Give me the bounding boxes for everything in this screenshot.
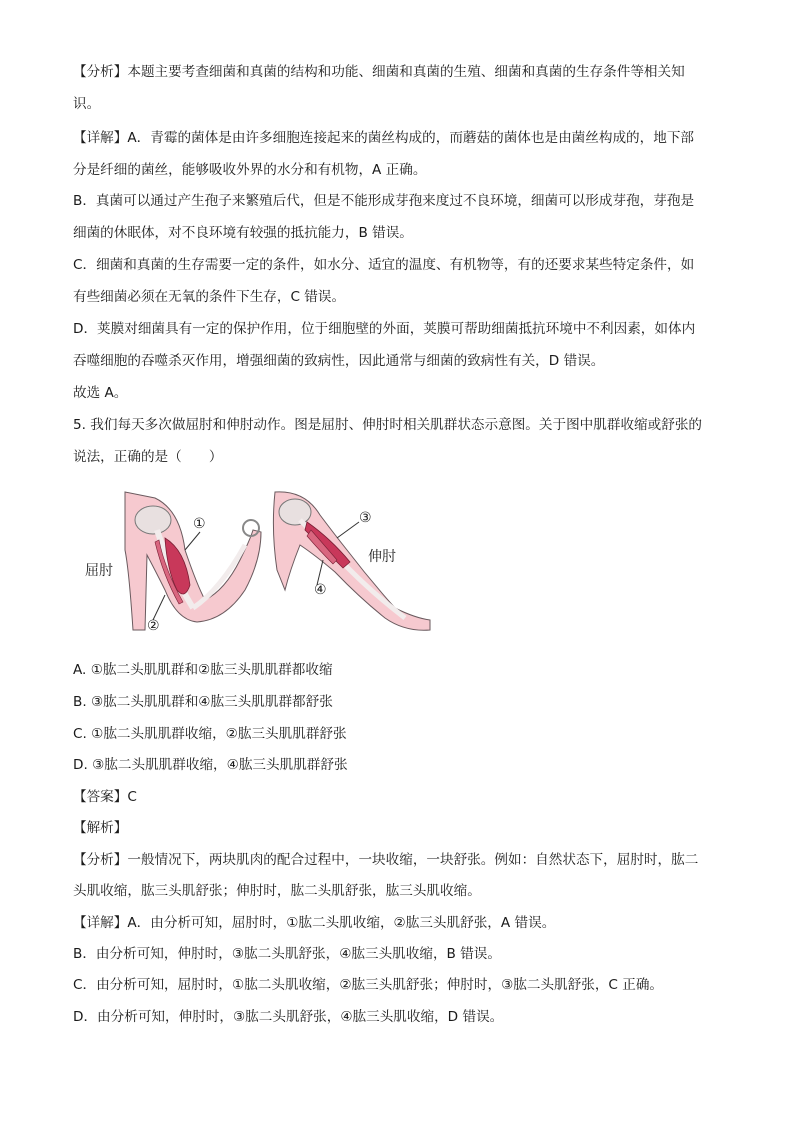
option-a: A. ①肱二头肌肌群和②肱三头肌肌群都收缩 bbox=[73, 662, 333, 678]
extended-arm bbox=[273, 492, 430, 630]
option-b: B. ③肱二头肌肌群和④肱三头肌肌群都舒张 bbox=[73, 694, 333, 710]
q4-detail-d-line-1: D．荚膜对细菌具有一定的保护作用，位于细胞壁的外面，荚膜可帮助细菌抵抗环境中不利因素，如体内 bbox=[73, 321, 696, 337]
q4-detail-b-line-2: 细菌的休眠体，对不良环境有较强的抵抗能力，B 错误。 bbox=[73, 225, 413, 241]
q5-stem-line-1: 5. 我们每天多次做屈肘和伸肘动作。图是屈肘、伸肘时相关肌群状态示意图。关于图中肌群收缩或舒张的 bbox=[73, 417, 703, 433]
mark-1: ① bbox=[193, 516, 206, 532]
q4-detail-b-line-1: B．真菌可以通过产生孢子来繁殖后代，但是不能形成芽孢来度过不良环境，细菌可以形成芽孢，芽孢是 bbox=[73, 193, 695, 209]
q4-detail-a-line-1: 【详解】A．青霉的菌体是由许多细胞连接起来的菌丝构成的，而蘑菇的菌体也是由菌丝构成的，地下部 bbox=[73, 130, 695, 146]
mark-3: ③ bbox=[359, 510, 372, 526]
q5-analysis-line-2: 头肌收缩，肱三头肌舒张；伸肘时，肱二头肌舒张，肱三头肌收缩。 bbox=[73, 883, 481, 899]
q4-detail-c-line-2: 有些细菌必须在无氧的条件下生存，C 错误。 bbox=[73, 289, 346, 305]
q5-stem-line-2: 说法，正确的是（ ） bbox=[73, 449, 223, 465]
q5-detail-b: B．由分析可知，伸肘时，③肱二头肌舒张，④肱三头肌收缩，B 错误。 bbox=[73, 946, 501, 962]
mark-4: ④ bbox=[314, 582, 327, 598]
option-c: C. ①肱二头肌肌群收缩，②肱三头肌肌群舒张 bbox=[73, 726, 347, 742]
q5-detail-a: 【详解】A．由分析可知，屈肘时，①肱二头肌收缩，②肱三头肌舒张，A 错误。 bbox=[73, 915, 556, 931]
option-d: D. ③肱二头肌肌群收缩，④肱三头肌肌群舒张 bbox=[73, 757, 348, 773]
q5-detail-c: C．由分析可知，屈肘时，①肱二头肌收缩，②肱三头肌舒张；伸肘时，③肱二头肌舒张，C 正确。 bbox=[73, 977, 664, 993]
q4-detail-c-line-1: C．细菌和真菌的生存需要一定的条件，如水分、适宜的温度、有机物等，有的还要求某些特定条件，如 bbox=[73, 257, 695, 273]
arm-muscle-figure bbox=[85, 490, 445, 640]
jiexi-heading: 【解析】 bbox=[73, 820, 128, 836]
q4-conclusion: 故选 A。 bbox=[73, 385, 128, 401]
label-extend: 伸肘 bbox=[368, 549, 396, 565]
answer: 【答案】C bbox=[73, 789, 137, 805]
q4-analysis-line-1: 【分析】本题主要考查细菌和真菌的结构和功能、细菌和真菌的生殖、细菌和真菌的生存条件等相关知 bbox=[73, 64, 685, 80]
flexed-arm bbox=[125, 492, 261, 630]
q5-detail-d: D．由分析可知，伸肘时，③肱二头肌舒张，④肱三头肌收缩，D 错误。 bbox=[73, 1009, 504, 1025]
q4-analysis-line-2: 识。 bbox=[73, 96, 101, 112]
q4-detail-a-line-2: 分是纤细的菌丝，能够吸收外界的水分和有机物，A 正确。 bbox=[73, 162, 427, 178]
mark-2: ② bbox=[147, 618, 160, 634]
q4-detail-d-line-2: 吞噬细胞的吞噬杀灭作用，增强细菌的致病性，因此通常与细菌的致病性有关，D 错误。 bbox=[73, 353, 605, 369]
q5-analysis-line-1: 【分析】一般情况下，两块肌肉的配合过程中，一块收缩，一块舒张。例如：自然状态下，屈肘时，肱二 bbox=[73, 852, 699, 868]
label-flex: 屈肘 bbox=[85, 563, 113, 579]
